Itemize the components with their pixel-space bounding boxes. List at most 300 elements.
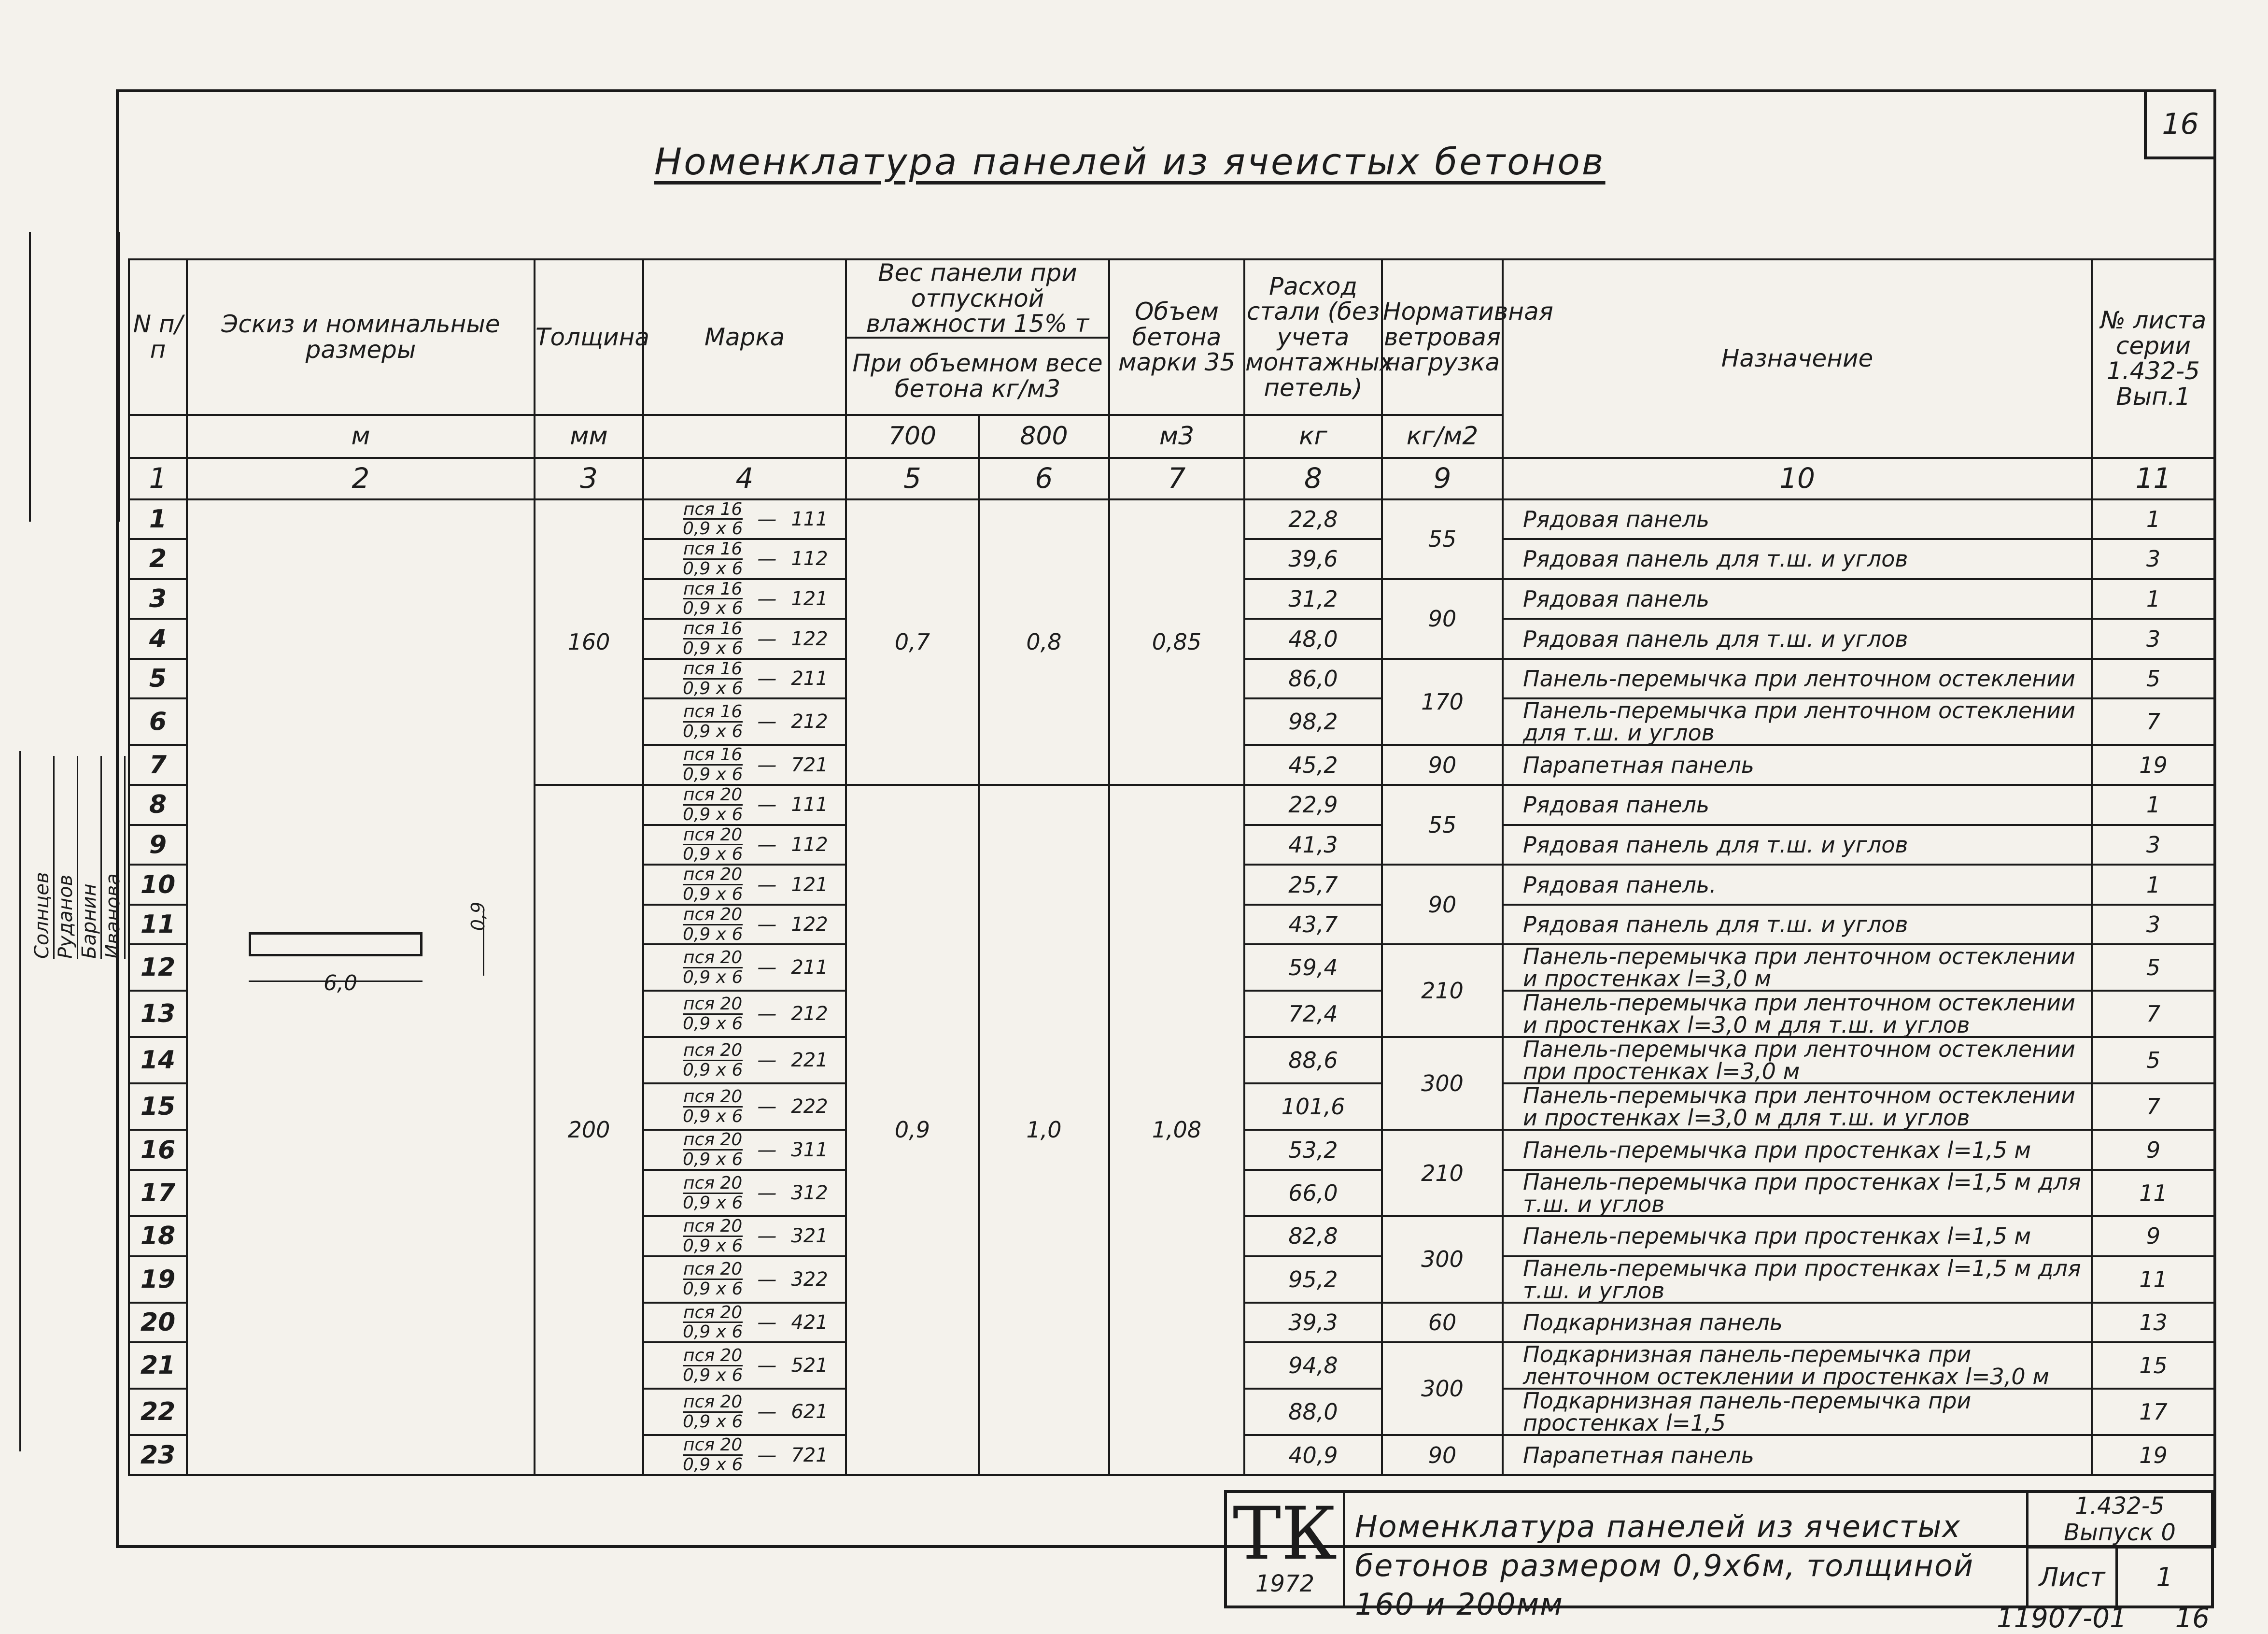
unit-700: 700 xyxy=(846,415,979,458)
mark-cell xyxy=(643,539,846,579)
mark-fraction xyxy=(683,1347,743,1385)
mark-dash: — xyxy=(757,587,777,610)
purpose-cell: Парапетная панель xyxy=(1503,745,2092,785)
mark-bottom: 0,9 х 6 xyxy=(683,1106,743,1126)
stamp-series-cell xyxy=(2029,1493,2211,1549)
mark-top: пся 20 xyxy=(683,904,743,924)
purpose-cell: Панель-перемычка при простенках l=1,5 м для т.ш. и углов xyxy=(1503,1170,2092,1216)
mark-cell xyxy=(643,1216,846,1256)
weight-800-cell: 1,0 xyxy=(979,785,1109,1475)
signature-names xyxy=(31,756,124,959)
steel-cell: 59,4 xyxy=(1244,944,1382,991)
drawing-code: 11907-01 xyxy=(1997,1603,2127,1634)
mark-suffix: 121 xyxy=(791,587,828,610)
sheet-cell: 7 xyxy=(2092,698,2215,745)
table-body xyxy=(129,499,2215,1475)
sheet-cell: 19 xyxy=(2092,1435,2215,1475)
mark-dash: — xyxy=(757,1049,777,1072)
column-number: 10 xyxy=(1503,458,2092,499)
mark-dash: — xyxy=(757,710,777,733)
unit-800: 800 xyxy=(979,415,1109,458)
mark-cell xyxy=(643,991,846,1037)
stamp-description: Номенклатура панелей из ячеистых бетонов размером 0,9х6м, толщиной 160 и 200мм xyxy=(1355,1509,1974,1622)
mark-bottom: 0,9 х 6 xyxy=(683,1365,743,1385)
header-sketch: Эскиз и номинальные размеры xyxy=(187,259,535,415)
nomenclature-table xyxy=(128,258,2216,1476)
tk-year: 1972 xyxy=(1255,1570,1315,1597)
mark-top: пся 16 xyxy=(683,499,743,519)
steel-cell: 82,8 xyxy=(1244,1216,1382,1256)
mark-top: пся 20 xyxy=(683,785,743,805)
stamp-series: 1.432-5 xyxy=(2075,1492,2165,1520)
mark-cell xyxy=(643,825,846,865)
mark-fraction xyxy=(683,1217,743,1255)
steel-cell: 98,2 xyxy=(1244,698,1382,745)
mark-cell xyxy=(643,1170,846,1216)
mark-fraction xyxy=(683,540,743,578)
unit-empty-4 xyxy=(643,415,846,458)
mark-suffix: 111 xyxy=(791,794,828,816)
mark-fraction xyxy=(683,1131,743,1169)
mark-top: пся 20 xyxy=(683,865,743,885)
mark-suffix: 112 xyxy=(791,833,828,856)
mark-dash: — xyxy=(757,1354,777,1377)
mark-dash: — xyxy=(757,668,777,690)
mark-dash: — xyxy=(757,1225,777,1248)
mark-dash: — xyxy=(757,833,777,856)
sheet-cell: 5 xyxy=(2092,944,2215,991)
thickness-cell: 200 xyxy=(535,785,643,1475)
header-mark: Марка xyxy=(643,259,846,415)
sheet-cell: 19 xyxy=(2092,745,2215,785)
unit-empty-1 xyxy=(129,415,187,458)
sheet-cell: 3 xyxy=(2092,825,2215,865)
mark-dash: — xyxy=(757,508,777,530)
steel-cell: 39,6 xyxy=(1244,539,1382,579)
column-number: 3 xyxy=(535,458,643,499)
header-purpose: Назначение xyxy=(1503,259,2092,458)
row-number: 15 xyxy=(129,1083,187,1130)
row-number: 14 xyxy=(129,1037,187,1083)
mark-top: пся 20 xyxy=(683,1435,743,1455)
sketch-length: 6,0 xyxy=(324,971,357,995)
header-number: N п/п xyxy=(129,259,187,415)
header-weight-sub: При объемном весе бетона кг/м3 xyxy=(846,338,1109,415)
purpose-cell: Рядовая панель для т.ш. и углов xyxy=(1503,825,2092,865)
purpose-cell: Рядовая панель xyxy=(1503,785,2092,825)
mark-dash: — xyxy=(757,873,777,896)
mark-dash: — xyxy=(757,956,777,979)
mark-top: пся 20 xyxy=(683,948,743,968)
mark-top: пся 20 xyxy=(683,1345,743,1365)
purpose-cell: Подкарнизная панель-перемычка при простенках l=1,5 xyxy=(1503,1389,2092,1435)
mark-fraction xyxy=(683,660,743,698)
steel-cell: 25,7 xyxy=(1244,865,1382,905)
mark-bottom: 0,9 х 6 xyxy=(683,1322,743,1342)
tk-letters: ТК xyxy=(1232,1492,1338,1576)
tk-logo xyxy=(1227,1493,1345,1606)
mark-top: пся 16 xyxy=(683,658,743,679)
steel-cell: 41,3 xyxy=(1244,825,1382,865)
bottom-sheet: 16 xyxy=(2175,1603,2210,1634)
mark-bottom: 0,9 х 6 xyxy=(683,1411,743,1432)
thickness-cell: 160 xyxy=(535,499,643,785)
mark-dash: — xyxy=(757,627,777,650)
wind-cell: 55 xyxy=(1382,499,1503,579)
row-number: 23 xyxy=(129,1435,187,1475)
mark-bottom: 0,9 х 6 xyxy=(683,519,743,539)
sheet-cell: 11 xyxy=(2092,1256,2215,1303)
mark-top: пся 20 xyxy=(683,824,743,845)
mark-bottom: 0,9 х 6 xyxy=(683,1013,743,1034)
sheet-cell: 3 xyxy=(2092,905,2215,945)
signature-name: Солнцев xyxy=(31,756,55,959)
mark-bottom: 0,9 х 6 xyxy=(683,639,743,659)
sheet-cell: 17 xyxy=(2092,1389,2215,1435)
steel-cell: 66,0 xyxy=(1244,1170,1382,1216)
purpose-cell: Панель-перемычка при ленточном остеклении xyxy=(1503,659,2092,699)
sheet-cell: 3 xyxy=(2092,619,2215,659)
purpose-cell: Панель-перемычка при простенках l=1,5 м для т.ш. и углов xyxy=(1503,1256,2092,1303)
mark-dash: — xyxy=(757,1401,777,1423)
column-number-row xyxy=(129,458,2215,499)
mark-fraction xyxy=(683,703,743,741)
mark-bottom: 0,9 х 6 xyxy=(683,884,743,905)
header-sheet: № листа серии 1.432-5 Вып.1 xyxy=(2092,259,2215,458)
sheet-cell: 3 xyxy=(2092,539,2215,579)
sheet-cell: 1 xyxy=(2092,579,2215,619)
wind-cell: 210 xyxy=(1382,944,1503,1037)
wind-cell: 90 xyxy=(1382,865,1503,944)
purpose-cell: Панель-перемычка при ленточном остеклении и простенках l=3,0 м для т.ш. и углов xyxy=(1503,991,2092,1037)
wind-cell: 210 xyxy=(1382,1130,1503,1216)
sheet-cell: 9 xyxy=(2092,1130,2215,1170)
mark-bottom: 0,9 х 6 xyxy=(683,924,743,944)
wind-cell: 300 xyxy=(1382,1037,1503,1130)
sketch-height: 0,9 xyxy=(467,901,489,931)
steel-cell: 22,9 xyxy=(1244,785,1382,825)
column-number: 2 xyxy=(187,458,535,499)
sketch-cell xyxy=(187,499,535,1475)
column-number: 4 xyxy=(643,458,846,499)
mark-top: пся 20 xyxy=(683,1216,743,1236)
mark-bottom: 0,9 х 6 xyxy=(683,765,743,785)
mark-cell xyxy=(643,1130,846,1170)
signature-name: Барнин xyxy=(78,756,102,959)
sheet-number-box xyxy=(2144,92,2214,159)
wind-cell: 90 xyxy=(1382,579,1503,659)
mark-suffix: 312 xyxy=(791,1182,828,1205)
row-number: 21 xyxy=(129,1342,187,1389)
mark-suffix: 211 xyxy=(791,668,828,690)
mark-fraction xyxy=(683,906,743,944)
mark-dash: — xyxy=(757,1138,777,1161)
mark-top: пся 20 xyxy=(683,1392,743,1412)
mark-suffix: 521 xyxy=(791,1354,828,1377)
mark-bottom: 0,9 х 6 xyxy=(683,598,743,619)
sheet-cell: 13 xyxy=(2092,1303,2215,1343)
steel-cell: 45,2 xyxy=(1244,745,1382,785)
header-weight: Вес панели при отпускной влажности 15% т xyxy=(846,259,1109,338)
purpose-cell: Парапетная панель xyxy=(1503,1435,2092,1475)
header-thickness: Толщина xyxy=(535,259,643,415)
mark-top: пся 16 xyxy=(683,579,743,599)
mark-suffix: 322 xyxy=(791,1268,828,1291)
row-number: 10 xyxy=(129,865,187,905)
mark-suffix: 721 xyxy=(791,1444,828,1466)
mark-top: пся 20 xyxy=(683,1040,743,1061)
sheet-cell: 1 xyxy=(2092,865,2215,905)
stamp-sheet-row xyxy=(2029,1549,2211,1606)
mark-suffix: 621 xyxy=(791,1401,828,1423)
steel-cell: 53,2 xyxy=(1244,1130,1382,1170)
wind-cell: 55 xyxy=(1382,785,1503,865)
steel-cell: 39,3 xyxy=(1244,1303,1382,1343)
mark-cell xyxy=(643,619,846,659)
mark-top: пся 16 xyxy=(683,702,743,722)
signature-name: Руданов xyxy=(55,756,78,959)
mark-fraction xyxy=(683,949,743,987)
row-number: 18 xyxy=(129,1216,187,1256)
mark-suffix: 311 xyxy=(791,1138,828,1161)
mark-cell xyxy=(643,1083,846,1130)
mark-bottom: 0,9 х 6 xyxy=(683,1193,743,1213)
signature-name: Иванова xyxy=(102,756,126,959)
mark-suffix: 221 xyxy=(791,1049,828,1072)
sheet-cell: 7 xyxy=(2092,1083,2215,1130)
wind-cell: 300 xyxy=(1382,1342,1503,1435)
mark-suffix: 112 xyxy=(791,548,828,570)
mark-bottom: 0,9 х 6 xyxy=(683,678,743,698)
sheet-cell: 5 xyxy=(2092,659,2215,699)
column-number: 8 xyxy=(1244,458,1382,499)
wind-cell: 90 xyxy=(1382,745,1503,785)
mark-dash: — xyxy=(757,1311,777,1334)
mark-cell xyxy=(643,1342,846,1389)
wind-cell: 60 xyxy=(1382,1303,1503,1343)
mark-bottom: 0,9 х 6 xyxy=(683,1455,743,1475)
mark-suffix: 721 xyxy=(791,753,828,776)
mark-cell xyxy=(643,579,846,619)
steel-cell: 88,0 xyxy=(1244,1389,1382,1435)
column-number: 7 xyxy=(1109,458,1244,499)
mark-fraction xyxy=(683,1260,743,1298)
unit-steel: кг xyxy=(1244,415,1382,458)
mark-top: пся 16 xyxy=(683,619,743,639)
mark-bottom: 0,9 х 6 xyxy=(683,1236,743,1256)
sheet-cell: 9 xyxy=(2092,1216,2215,1256)
mark-top: пся 20 xyxy=(683,994,743,1014)
row-number: 17 xyxy=(129,1170,187,1216)
stamp-sheet-value: 1 xyxy=(2156,1562,2173,1592)
steel-cell: 22,8 xyxy=(1244,499,1382,540)
mark-fraction xyxy=(683,995,743,1033)
row-number: 13 xyxy=(129,991,187,1037)
mark-top: пся 16 xyxy=(683,745,743,765)
sheet-cell: 15 xyxy=(2092,1342,2215,1389)
mark-fraction xyxy=(683,580,743,618)
mark-dash: — xyxy=(757,1003,777,1025)
mark-dash: — xyxy=(757,794,777,816)
column-number: 6 xyxy=(979,458,1109,499)
mark-dash: — xyxy=(757,913,777,936)
wind-cell: 300 xyxy=(1382,1216,1503,1303)
column-number: 1 xyxy=(129,458,187,499)
sheet-cell: 1 xyxy=(2092,785,2215,825)
unit-thickness: мм xyxy=(535,415,643,458)
purpose-cell: Рядовая панель xyxy=(1503,579,2092,619)
mark-top: пся 20 xyxy=(683,1173,743,1193)
volume-cell: 0,85 xyxy=(1109,499,1244,785)
mark-cell xyxy=(643,659,846,699)
mark-top: пся 20 xyxy=(683,1087,743,1107)
steel-cell: 48,0 xyxy=(1244,619,1382,659)
sheet-number: 16 xyxy=(2162,107,2199,141)
purpose-cell: Панель-перемычка при простенках l=1,5 м xyxy=(1503,1216,2092,1256)
table-row xyxy=(129,499,2215,540)
steel-cell: 43,7 xyxy=(1244,905,1382,945)
row-number: 19 xyxy=(129,1256,187,1303)
header-volume: Объем бетона марки 35 xyxy=(1109,259,1244,415)
mark-bottom: 0,9 х 6 xyxy=(683,1150,743,1170)
mark-fraction xyxy=(683,500,743,539)
wind-cell: 90 xyxy=(1382,1435,1503,1475)
sheet-cell: 7 xyxy=(2092,991,2215,1037)
sheet-cell: 5 xyxy=(2092,1037,2215,1083)
purpose-cell: Панель-перемычка при ленточном остеклении и простенках l=3,0 м для т.ш. и углов xyxy=(1503,1083,2092,1130)
row-number: 3 xyxy=(129,579,187,619)
steel-cell: 88,6 xyxy=(1244,1037,1382,1083)
mark-cell xyxy=(643,1303,846,1343)
mark-top: пся 20 xyxy=(683,1130,743,1150)
mark-cell xyxy=(643,499,846,540)
mark-fraction xyxy=(683,1088,743,1126)
mark-dash: — xyxy=(757,1444,777,1466)
mark-cell xyxy=(643,745,846,785)
steel-cell: 95,2 xyxy=(1244,1256,1382,1303)
mark-dash: — xyxy=(757,753,777,776)
mark-cell xyxy=(643,1037,846,1083)
steel-cell: 94,8 xyxy=(1244,1342,1382,1389)
mark-fraction xyxy=(683,746,743,784)
purpose-cell: Рядовая панель для т.ш. и углов xyxy=(1503,539,2092,579)
weight-800-cell: 0,8 xyxy=(979,499,1109,785)
mark-suffix: 211 xyxy=(791,956,828,979)
bottom-code xyxy=(1997,1603,2210,1634)
mark-bottom: 0,9 х 6 xyxy=(683,1060,743,1080)
mark-dash: — xyxy=(757,548,777,570)
mark-bottom: 0,9 х 6 xyxy=(683,558,743,579)
mark-dash: — xyxy=(757,1182,777,1205)
steel-cell: 101,6 xyxy=(1244,1083,1382,1130)
purpose-cell: Рядовая панель для т.ш. и углов xyxy=(1503,905,2092,945)
column-number: 5 xyxy=(846,458,979,499)
row-number: 4 xyxy=(129,619,187,659)
row-number: 7 xyxy=(129,745,187,785)
row-number: 20 xyxy=(129,1303,187,1343)
row-number: 9 xyxy=(129,825,187,865)
header-steel: Расход стали (без учета монтажных петель) xyxy=(1244,259,1382,415)
purpose-cell: Панель-перемычка при простенках l=1,5 м xyxy=(1503,1130,2092,1170)
row-number: 22 xyxy=(129,1389,187,1435)
mark-suffix: 122 xyxy=(791,627,828,650)
mark-bottom: 0,9 х 6 xyxy=(683,721,743,741)
steel-cell: 31,2 xyxy=(1244,579,1382,619)
row-number: 2 xyxy=(129,539,187,579)
binding-margin xyxy=(29,232,120,522)
weight-700-cell: 0,9 xyxy=(846,785,979,1475)
mark-fraction xyxy=(683,1436,743,1474)
unit-volume: м3 xyxy=(1109,415,1244,458)
row-number: 16 xyxy=(129,1130,187,1170)
row-number: 8 xyxy=(129,785,187,825)
purpose-cell: Рядовая панель для т.ш. и углов xyxy=(1503,619,2092,659)
purpose-cell: Рядовая панель. xyxy=(1503,865,2092,905)
document-title: Номенклатура панелей из ячеистых бетонов xyxy=(654,140,1606,183)
row-number: 5 xyxy=(129,659,187,699)
mark-fraction xyxy=(683,786,743,824)
purpose-cell: Рядовая панель xyxy=(1503,499,2092,540)
purpose-cell: Подкарнизная панель-перемычка при ленточном остеклении и простенках l=3,0 м xyxy=(1503,1342,2092,1389)
volume-cell: 1,08 xyxy=(1109,785,1244,1475)
steel-cell: 40,9 xyxy=(1244,1435,1382,1475)
sheet-cell: 11 xyxy=(2092,1170,2215,1216)
purpose-cell: Панель-перемычка при ленточном остеклении при простенках l=3,0 м xyxy=(1503,1037,2092,1083)
mark-cell xyxy=(643,785,846,825)
mark-suffix: 122 xyxy=(791,913,828,936)
mark-cell xyxy=(643,698,846,745)
purpose-cell: Панель-перемычка при ленточном остеклении и простенках l=3,0 м xyxy=(1503,944,2092,991)
mark-suffix: 212 xyxy=(791,1003,828,1025)
mark-suffix: 121 xyxy=(791,873,828,896)
mark-fraction xyxy=(683,866,743,904)
mark-bottom: 0,9 х 6 xyxy=(683,967,743,987)
mark-cell xyxy=(643,1389,846,1435)
purpose-cell: Панель-перемычка при ленточном остеклении для т.ш. и углов xyxy=(1503,698,2092,745)
mark-fraction xyxy=(683,1304,743,1342)
row-number: 11 xyxy=(129,905,187,945)
mark-bottom: 0,9 х 6 xyxy=(683,804,743,824)
mark-cell xyxy=(643,905,846,945)
unit-sketch: м xyxy=(187,415,535,458)
mark-top: пся 16 xyxy=(683,539,743,559)
weight-700-cell: 0,7 xyxy=(846,499,979,785)
mark-fraction xyxy=(683,620,743,658)
column-number: 9 xyxy=(1382,458,1503,499)
mark-dash: — xyxy=(757,1095,777,1118)
mark-suffix: 421 xyxy=(791,1311,828,1334)
steel-cell: 72,4 xyxy=(1244,991,1382,1037)
column-number: 11 xyxy=(2092,458,2215,499)
mark-fraction xyxy=(683,1174,743,1212)
mark-cell xyxy=(643,1256,846,1303)
panel-sketch xyxy=(249,932,423,956)
row-number: 12 xyxy=(129,944,187,991)
mark-cell xyxy=(643,944,846,991)
stamp-issue: Выпуск 0 xyxy=(2064,1519,2176,1547)
mark-suffix: 111 xyxy=(791,508,828,530)
purpose-cell: Подкарнизная панель xyxy=(1503,1303,2092,1343)
mark-dash: — xyxy=(757,1268,777,1291)
signature-sidebar xyxy=(19,751,124,1451)
stamp-sheet-label: Лист xyxy=(2029,1549,2118,1606)
row-number: 6 xyxy=(129,698,187,745)
header-wind: Нормативная ветровая нагрузка xyxy=(1382,259,1503,415)
mark-fraction xyxy=(683,1393,743,1431)
mark-cell xyxy=(643,865,846,905)
row-number: 1 xyxy=(129,499,187,540)
mark-suffix: 222 xyxy=(791,1095,828,1118)
